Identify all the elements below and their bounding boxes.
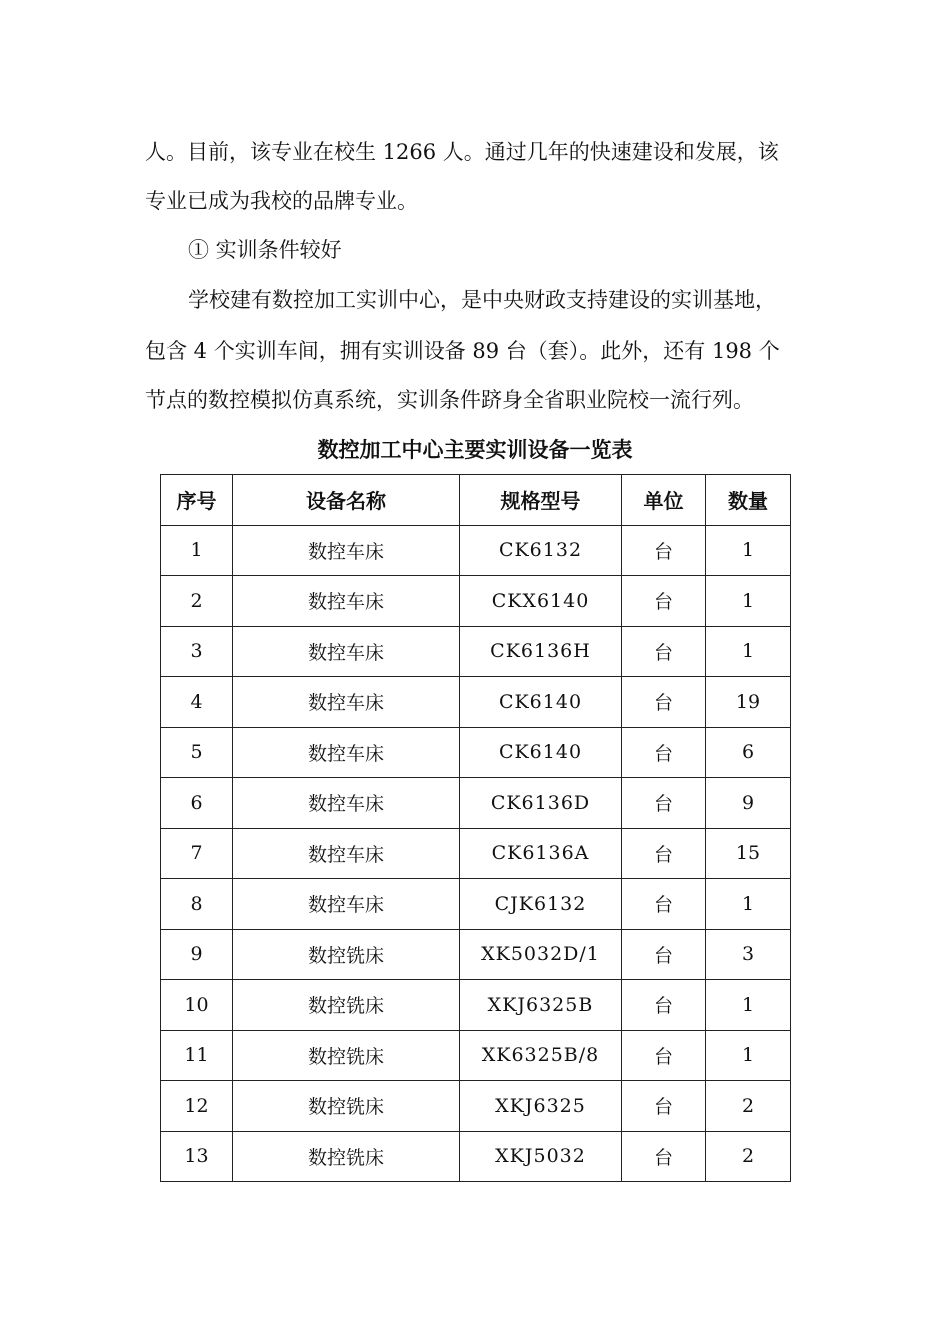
cell-model: XK5032D/1	[460, 929, 622, 980]
table-row	[161, 1030, 791, 1081]
cell-quantity: 15	[706, 828, 791, 879]
cell-equipment-name: 数控车床	[233, 626, 460, 677]
cell-quantity: 2	[706, 1131, 791, 1182]
cell-unit: 台	[622, 778, 706, 829]
header-equipment-name: 设备名称	[233, 475, 460, 526]
cell-quantity: 6	[706, 727, 791, 778]
cell-unit: 台	[622, 929, 706, 980]
cell-quantity: 1	[706, 1030, 791, 1081]
cell-unit: 台	[622, 626, 706, 677]
cell-index: 11	[161, 1030, 233, 1081]
paragraph-line-5: 包含 4 个实训车间，拥有实训设备 89 台（套）。此外，还有 198 个	[145, 339, 780, 363]
table-row	[161, 1081, 791, 1132]
cell-model: CK6140	[460, 677, 622, 728]
cell-unit: 台	[622, 1030, 706, 1081]
table-row	[161, 525, 791, 576]
cell-model: CK6136H	[460, 626, 622, 677]
cell-equipment-name: 数控车床	[233, 828, 460, 879]
cell-model: CK6136A	[460, 828, 622, 879]
cell-index: 10	[161, 980, 233, 1031]
cell-equipment-name: 数控车床	[233, 677, 460, 728]
cell-index: 9	[161, 929, 233, 980]
cell-model: CK6132	[460, 525, 622, 576]
cell-index: 13	[161, 1131, 233, 1182]
header-unit: 单位	[622, 475, 706, 526]
cell-quantity: 9	[706, 778, 791, 829]
cell-index: 6	[161, 778, 233, 829]
cell-unit: 台	[622, 1081, 706, 1132]
cell-index: 4	[161, 677, 233, 728]
header-index: 序号	[161, 475, 233, 526]
cell-quantity: 1	[706, 525, 791, 576]
paragraph-line-6: 节点的数控模拟仿真系统，实训条件跻身全省职业院校一流行列。	[145, 388, 754, 412]
cell-unit: 台	[622, 576, 706, 627]
cell-model: XKJ6325	[460, 1081, 622, 1132]
table-row	[161, 980, 791, 1031]
paragraph-line-4: 学校建有数控加工实训中心，是中央财政支持建设的实训基地，	[188, 288, 776, 312]
table-row	[161, 576, 791, 627]
table-body	[161, 525, 791, 1182]
cell-quantity: 3	[706, 929, 791, 980]
cell-index: 7	[161, 828, 233, 879]
cell-unit: 台	[622, 677, 706, 728]
section-heading: ① 实训条件较好	[188, 238, 342, 262]
cell-unit: 台	[622, 1131, 706, 1182]
cell-unit: 台	[622, 828, 706, 879]
cell-model: CJK6132	[460, 879, 622, 930]
header-quantity: 数量	[706, 475, 791, 526]
cell-equipment-name: 数控车床	[233, 576, 460, 627]
cell-index: 1	[161, 525, 233, 576]
cell-unit: 台	[622, 525, 706, 576]
cell-quantity: 1	[706, 980, 791, 1031]
table-row	[161, 1131, 791, 1182]
cell-model: CK6136D	[460, 778, 622, 829]
paragraph-line-2: 专业已成为我校的品牌专业。	[145, 189, 418, 213]
cell-model: CK6140	[460, 727, 622, 778]
cell-index: 2	[161, 576, 233, 627]
cell-index: 3	[161, 626, 233, 677]
cell-unit: 台	[622, 980, 706, 1031]
cell-equipment-name: 数控铣床	[233, 1131, 460, 1182]
equipment-table	[160, 474, 791, 1182]
cell-unit: 台	[622, 727, 706, 778]
table-title: 数控加工中心主要实训设备一览表	[317, 438, 633, 462]
table-row	[161, 778, 791, 829]
cell-unit: 台	[622, 879, 706, 930]
table-row	[161, 677, 791, 728]
cell-quantity: 1	[706, 576, 791, 627]
cell-equipment-name: 数控铣床	[233, 1081, 460, 1132]
cell-quantity: 2	[706, 1081, 791, 1132]
cell-equipment-name: 数控车床	[233, 879, 460, 930]
cell-equipment-name: 数控车床	[233, 727, 460, 778]
cell-quantity: 1	[706, 879, 791, 930]
table-row	[161, 626, 791, 677]
paragraph-line-1: 人。目前，该专业在校生 1266 人。通过几年的快速建设和发展，该	[145, 140, 779, 164]
cell-equipment-name: 数控铣床	[233, 929, 460, 980]
cell-model: XKJ6325B	[460, 980, 622, 1031]
table-row	[161, 828, 791, 879]
table-row	[161, 929, 791, 980]
cell-index: 5	[161, 727, 233, 778]
cell-equipment-name: 数控车床	[233, 778, 460, 829]
cell-model: XKJ5032	[460, 1131, 622, 1182]
header-model: 规格型号	[460, 475, 622, 526]
cell-model: CKX6140	[460, 576, 622, 627]
table-row	[161, 727, 791, 778]
table-header-row	[161, 475, 791, 526]
cell-quantity: 1	[706, 626, 791, 677]
cell-index: 8	[161, 879, 233, 930]
cell-equipment-name: 数控铣床	[233, 980, 460, 1031]
cell-quantity: 19	[706, 677, 791, 728]
cell-model: XK6325B/8	[460, 1030, 622, 1081]
cell-index: 12	[161, 1081, 233, 1132]
table-row	[161, 879, 791, 930]
cell-equipment-name: 数控车床	[233, 525, 460, 576]
cell-equipment-name: 数控铣床	[233, 1030, 460, 1081]
